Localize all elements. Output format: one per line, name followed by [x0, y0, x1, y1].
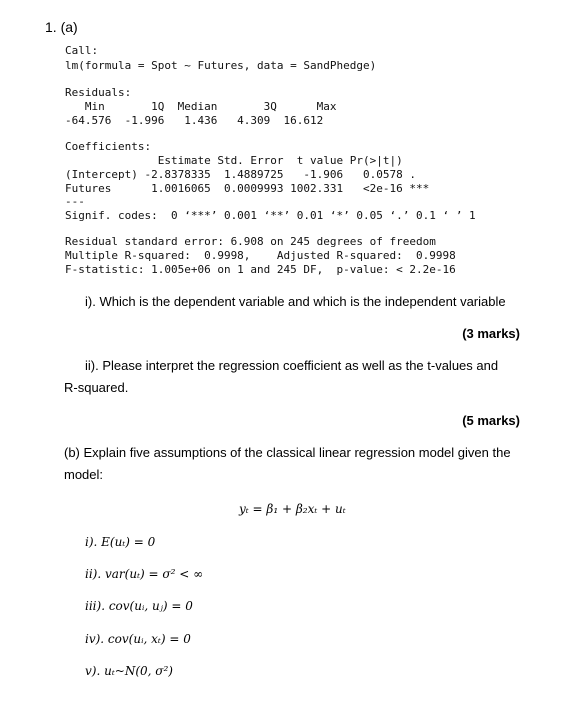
residuals-header: Min 1Q Median 3Q Max	[65, 100, 337, 113]
coef-row-intercept: (Intercept) -2.8378335 1.4889725 -1.906 0.0578 .	[65, 168, 416, 181]
assumption-item: i). E(uₜ) = 0	[85, 535, 156, 549]
part-ii-question-line2: R-squared.	[64, 380, 129, 395]
f-statistic: F-statistic: 1.005e+06 on 1 and 245 DF, p-value: < 2.2e-16	[65, 263, 456, 276]
residuals-label: Residuals:	[65, 86, 132, 99]
coef-row-futures: Futures 1.0016065 0.0009993 1002.331 <2e-16 ***	[65, 182, 430, 195]
coefficients-label: Coefficients:	[65, 140, 152, 153]
assumption-item: iii). cov(uᵢ, uⱼ) = 0	[85, 599, 193, 613]
residual-standard-error: Residual standard error: 6.908 on 245 degrees of freedom	[65, 235, 436, 248]
part-b-question-line2: model:	[64, 467, 104, 482]
assumption-item: ii). var(uₜ) = σ² < ∞	[85, 567, 204, 581]
part-i-question: i). Which is the dependent variable and which is the independent variable	[85, 294, 506, 309]
call-formula: lm(formula = Spot ~ Futures, data = SandPhedge)	[65, 59, 377, 72]
separator: ---	[65, 195, 85, 208]
model-equation: yₜ = β₁ + β₂xₜ + uₜ	[239, 502, 346, 516]
residuals-values: -64.576 -1.996 1.436 4.309 16.612	[65, 114, 324, 127]
part-i-marks: (3 marks)	[462, 326, 520, 341]
call-label: Call:	[65, 44, 99, 57]
coef-header: Estimate Std. Error t value Pr(>|t|)	[65, 154, 403, 167]
multiple-r-squared: Multiple R-squared: 0.9998, Adjusted R-squared: 0.9998	[65, 249, 456, 262]
signif-codes: Signif. codes: 0 ‘***’ 0.001 ‘**’ 0.01 ‘*’ 0.05 ‘.’ 0.1 ‘ ’ 1	[65, 209, 476, 222]
part-ii-marks: (5 marks)	[462, 413, 520, 428]
question-heading: 1. (a)	[45, 19, 78, 35]
part-ii-question-line1: ii). Please interpret the regression coefficient as well as the t-values and	[85, 358, 499, 373]
part-b-question-line1: (b) Explain five assumptions of the classical linear regression model given the	[64, 445, 511, 460]
assumption-item: iv). cov(uᵢ, xₜ) = 0	[85, 632, 191, 646]
assumption-item: v). uₜ~N(0, σ²)	[85, 664, 173, 678]
